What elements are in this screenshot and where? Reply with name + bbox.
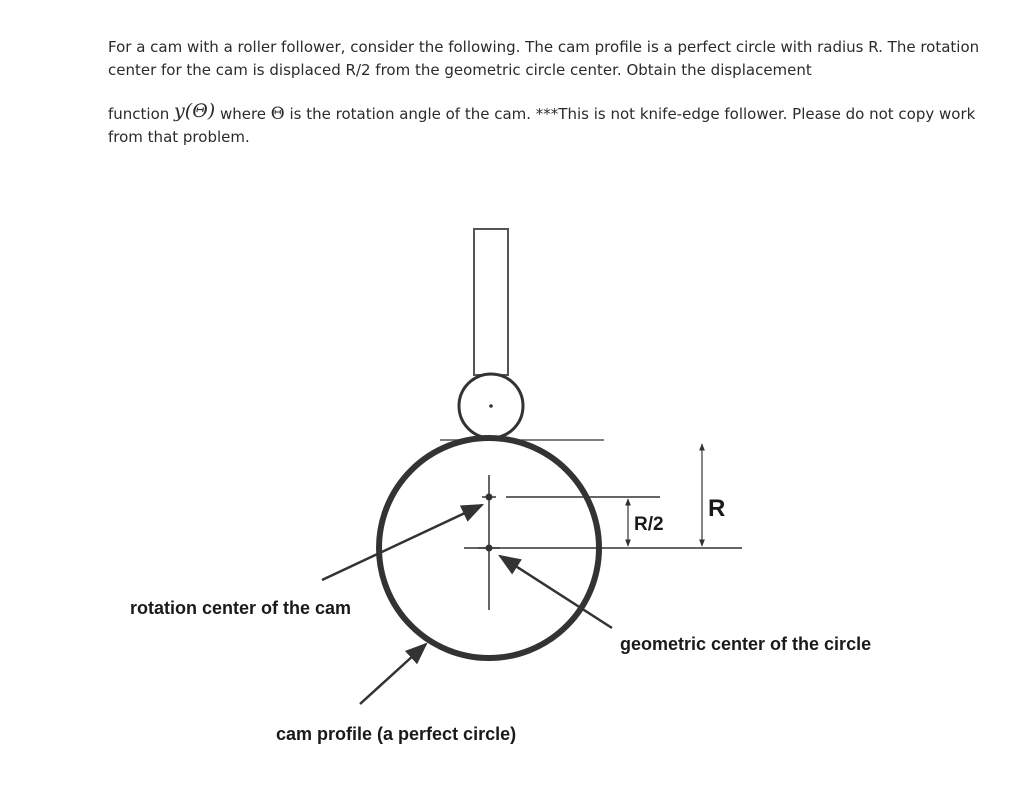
displacement-function-symbol: y(Θ) <box>174 100 216 122</box>
cam-profile-label: cam profile (a perfect circle) <box>276 724 517 744</box>
half-radius-label: R/2 <box>634 514 664 535</box>
radius-label: R <box>708 495 726 522</box>
theta-symbol: Θ <box>270 104 285 124</box>
cam-profile-leader <box>360 644 426 704</box>
question-rest: is the rotation angle of the cam. ***This is not knife-edge follower. Please do not copy work from that problem. <box>108 105 976 146</box>
geometric-center-label: geometric center of the circle <box>620 634 872 654</box>
rotation-center-label: rotation center of the cam <box>130 598 352 618</box>
follower-stem <box>474 229 508 375</box>
rotation-center-point <box>486 494 493 501</box>
question-sentence-1: For a cam with a roller follower, consider the following. The cam profile is a perfect circle with radius R. The rotation center for the cam is displaced R/2 from the geometric circle center. Obtain the displacement <box>108 38 980 79</box>
where-text: where <box>215 105 271 123</box>
rotation-center-leader <box>322 505 482 580</box>
roller-center-dot <box>489 404 493 408</box>
function-prefix: function <box>108 105 175 123</box>
